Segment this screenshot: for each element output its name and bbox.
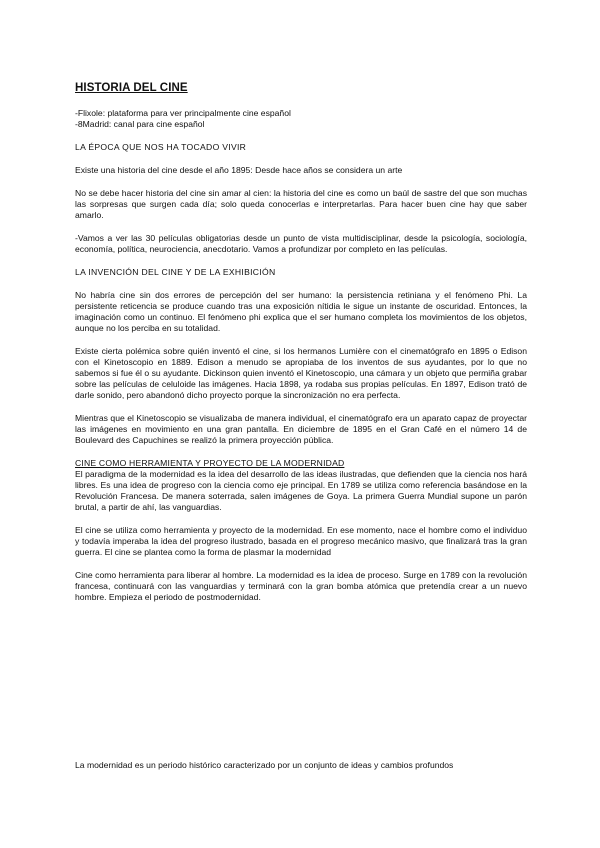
section-heading-underlined: CINE COMO HERRAMIENTA Y PROYECTO DE LA MODERNIDAD xyxy=(75,458,345,468)
paragraph: El cine se utiliza como herramienta y proyecto de la modernidad. En ese momento, nace el hombre como el individuo y todavía imperaba la idea del progreso ilustrado, basada en el progreso mecánico masivo, que finalizará tras la gran guerra. El cine se plantea como la forma de plasmar la modernidad xyxy=(75,525,527,557)
paragraph: Existe cierta polémica sobre quién inventó el cine, si los hermanos Lumière con el cinematógrafo en 1895 o Edison con el Kinetoscopio en 1889. Edison a menudo se apropiaba de los inventos de sus ayudantes, por lo que no sabemos si fue él o su ayudante. Dickinson quien inventó el Kinetoscopio, una cámara y un objeto que permiña grabar sobre las películas de celuloide las imágenes. Hacia 1898, ya rodaba sus propias películas. En 1897, Edison trató de darle sonido, pero abandonó dicho proyecto porque la sincronización no era perfecta. xyxy=(75,346,527,400)
paragraph: Cine como herramienta para liberar al hombre. La modernidad es la idea de proceso. Surge en 1789 con la revolución francesa, continuará con las vanguardias y terminará con la gran bomba atómica que pretendía crear a un nuevo hombre. Empieza el periodo de postmodernidad. xyxy=(75,570,527,602)
document-title: HISTORIA DEL CINE xyxy=(75,82,188,94)
paragraph: -Vamos a ver las 30 películas obligatorias desde un punto de vista multidisciplinar, desde la psicología, sociología, economía, política, neurociencia, anecdotario. Vamos a profundizar por completo en las películas. xyxy=(75,233,527,254)
platform-item: -Flixole: plataforma para ver principalmente cine español xyxy=(75,108,291,118)
section-heading: LA INVENCIÓN DEL CINE Y DE LA EXHIBICIÓN xyxy=(75,267,276,277)
document-page xyxy=(75,82,527,603)
paragraph: No habría cine sin dos errores de percepción del ser humano: la persistencia retiniana y el fenómeno Phi. La persistente reticencia se produce cuando tras una exposición nítidia le sigue un instante de oscuridad. Entonces, la imaginación como un continuo. El fenómeno phi explica que el ser humano completa los movimientos de los objetos, aunque no los perciba en su totalidad. xyxy=(75,290,527,333)
paragraph: Existe una historia del cine desde el año 1895: Desde hace años se considera un arte xyxy=(75,165,403,175)
footer-paragraph: La modernidad es un periodo histórico caracterizado por un conjunto de ideas y cambios profundos xyxy=(75,760,454,770)
paragraph: El paradigma de la modernidad es la idea del desarrollo de las ideas ilustradas, que defienden que la ciencia nos hará libres. Es una idea de progreso con la ciencia como eje principal. En 1789 se utiliza como referencia basándose en la Revolución Francesa. De manera soterrada, salen imágenes de Goya. La primera Guerra Mundial supone un parón brutal, a partir de ahí, las vanguardias. xyxy=(75,469,527,512)
paragraph: Mientras que el Kinetoscopio se visualizaba de manera individual, el cinematógrafo era un aparato capaz de proyectar las imágenes en movimiento en una gran pantalla. En diciembre de 1895 en el Gran Café en el número 14 de Boulevard des Capuchines se realizó la primera proyección pública. xyxy=(75,413,527,445)
paragraph: No se debe hacer historia del cine sin amar al cien: la historia del cine es como un baúl de sastre del que son muchas las sorpresas que surgen cada día; solo queda conocerlas e interpretarlas. Para hacer buen cine hay que saber amarlo. xyxy=(75,188,527,220)
section-heading: LA ÉPOCA QUE NOS HA TOCADO VIVIR xyxy=(75,142,247,152)
platform-item: -8Madrid: canal para cine español xyxy=(75,119,205,129)
